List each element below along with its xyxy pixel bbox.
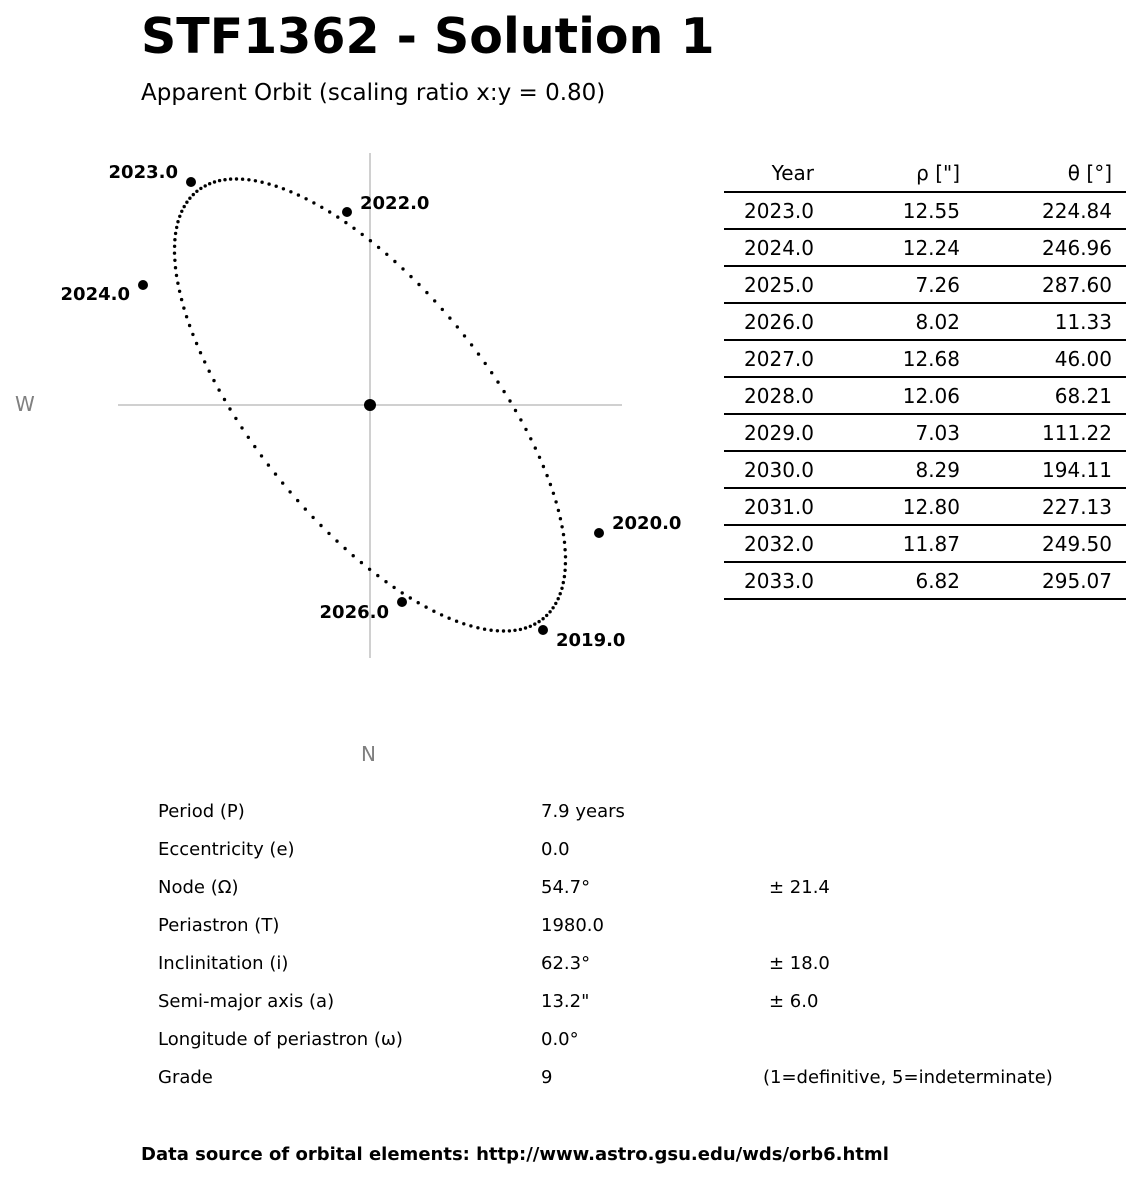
orbit-dot	[551, 606, 554, 609]
orbit-dot	[223, 178, 226, 181]
epoch-label: 2023.0	[108, 162, 178, 183]
orbit-dot	[175, 226, 178, 229]
orbit-dot	[545, 474, 548, 477]
orbit-dot	[368, 568, 371, 571]
orbit-dot	[218, 179, 221, 182]
orbit-dot	[247, 436, 250, 439]
orbit-dot	[188, 324, 191, 327]
orbit-dot	[549, 483, 552, 486]
orbit-dot	[235, 177, 238, 180]
orbit-dot	[274, 472, 277, 475]
orbit-dot	[455, 620, 458, 623]
orbit-dot	[180, 210, 183, 213]
primary-star	[364, 399, 376, 411]
epoch-label: 2022.0	[360, 193, 430, 214]
orbit-dot	[185, 315, 188, 318]
orbit-dot	[502, 390, 505, 393]
orbit-dot	[275, 185, 278, 188]
element-label: Semi-major axis (a)	[158, 991, 335, 1012]
orbit-dot	[562, 581, 565, 584]
cell-year: 2026.0	[724, 303, 828, 340]
table-row	[724, 488, 1126, 525]
cell-year: 2029.0	[724, 414, 828, 451]
element-label: Inclinitation (i)	[158, 953, 289, 974]
epoch-label: 2026.0	[319, 602, 389, 623]
epoch-point	[594, 528, 604, 538]
cell-year: 2023.0	[724, 192, 828, 229]
orbit-dot	[548, 610, 551, 613]
cell-rho: 12.06	[828, 377, 974, 414]
west-label: W	[15, 392, 35, 416]
orbit-dot	[178, 290, 181, 293]
element-uncertainty: ± 6.0	[769, 991, 819, 1012]
cell-year: 2030.0	[724, 451, 828, 488]
orbit-dot	[361, 233, 364, 236]
orbit-dot	[432, 610, 435, 613]
element-value: 0.0°	[541, 1029, 579, 1050]
element-value: 9	[541, 1067, 553, 1088]
orbit-dot	[253, 445, 256, 448]
orbit-dot	[425, 291, 428, 294]
cell-year: 2025.0	[724, 266, 828, 303]
column-header-theta: θ [°]	[974, 155, 1126, 192]
orbit-dot	[213, 180, 216, 183]
cell-rho: 7.03	[828, 414, 974, 451]
orbit-dot	[545, 614, 548, 617]
orbit-dot	[483, 628, 486, 631]
orbit-dot	[519, 418, 522, 421]
orbit-dot	[188, 197, 191, 200]
orbit-dot	[203, 360, 206, 363]
orbit-dot	[240, 426, 243, 429]
orbit-dot	[424, 605, 427, 608]
cell-theta: 224.84	[974, 192, 1126, 229]
data-source-footer: Data source of orbital elements: http://www.astro.gsu.edu/wds/orb6.html	[141, 1144, 889, 1165]
orbit-dot	[254, 179, 257, 182]
element-uncertainty: (1=definitive, 5=indeterminate)	[763, 1067, 1053, 1088]
orbit-dot	[557, 597, 560, 600]
orbit-dot	[312, 201, 315, 204]
orbit-dot	[344, 221, 347, 224]
orbit-dot	[417, 283, 420, 286]
column-header-year: Year	[724, 155, 828, 192]
epoch-point	[186, 177, 196, 187]
table-row	[724, 229, 1126, 266]
epoch-label: 2024.0	[60, 284, 130, 305]
orbit-dot	[173, 245, 176, 248]
cell-year: 2027.0	[724, 340, 828, 377]
orbit-dot	[296, 499, 299, 502]
element-value: 13.2"	[541, 991, 590, 1012]
orbit-dot	[559, 517, 562, 520]
cell-rho: 6.82	[828, 562, 974, 599]
table-row	[724, 303, 1126, 340]
orbit-dot	[484, 362, 487, 365]
orbit-dot	[304, 507, 307, 510]
orbit-dot	[289, 190, 292, 193]
orbit-dot	[537, 620, 540, 623]
north-label: N	[361, 742, 376, 766]
orbit-dot	[352, 227, 355, 230]
element-uncertainty: ± 18.0	[769, 953, 830, 974]
orbit-dot	[204, 184, 207, 187]
orbit-dot	[470, 343, 473, 346]
element-value: 7.9 years	[541, 801, 625, 822]
table-row	[724, 340, 1126, 377]
orbit-dot	[541, 617, 544, 620]
orbit-dot	[241, 178, 244, 181]
cell-theta: 194.11	[974, 451, 1126, 488]
orbit-dot	[563, 548, 566, 551]
orbit-dot	[409, 275, 412, 278]
cell-year: 2031.0	[724, 488, 828, 525]
orbit-dot	[335, 539, 338, 542]
orbit-dot	[519, 628, 522, 631]
element-label: Periastron (T)	[158, 915, 280, 936]
orbit-dot	[564, 562, 567, 565]
orbit-dot	[267, 182, 270, 185]
orbit-dot	[191, 333, 194, 336]
cell-rho: 7.26	[828, 266, 974, 303]
orbit-dot	[360, 561, 363, 564]
element-value: 54.7°	[541, 877, 591, 898]
orbit-dot	[554, 602, 557, 605]
cell-theta: 295.07	[974, 562, 1126, 599]
orbit-dot	[174, 232, 177, 235]
orbit-dot	[176, 220, 179, 223]
orbit-dot	[508, 399, 511, 402]
table-row	[724, 266, 1126, 303]
orbit-dot	[496, 380, 499, 383]
orbit-dot	[267, 463, 270, 466]
orbit-dot	[562, 533, 565, 536]
element-label: Period (P)	[158, 801, 245, 822]
epoch-point	[538, 625, 548, 635]
cell-rho: 12.68	[828, 340, 974, 377]
cell-theta: 11.33	[974, 303, 1126, 340]
orbit-dot	[448, 316, 451, 319]
table-header-row	[724, 155, 1126, 192]
element-label: Eccentricity (e)	[158, 839, 295, 860]
cell-rho: 12.80	[828, 488, 974, 525]
element-value: 0.0	[541, 839, 570, 860]
element-label: Node (Ω)	[158, 877, 239, 898]
orbit-dot	[182, 306, 185, 309]
orbit-dot	[369, 239, 372, 242]
orbit-dot	[282, 187, 285, 190]
orbit-plot	[0, 0, 700, 730]
orbit-dot	[542, 465, 545, 468]
cell-year: 2033.0	[724, 562, 828, 599]
orbit-dot	[456, 325, 459, 328]
orbit-dot	[180, 298, 183, 301]
orbit-dot	[533, 622, 536, 625]
orbit-dot	[409, 596, 412, 599]
element-value: 1980.0	[541, 915, 604, 936]
epoch-point	[397, 597, 407, 607]
page-title: STF1362 - Solution 1	[141, 8, 715, 65]
orbit-dot	[552, 492, 555, 495]
orbit-dot	[173, 238, 176, 241]
cell-rho: 8.29	[828, 451, 974, 488]
cell-theta: 227.13	[974, 488, 1126, 525]
orbit-dot	[401, 267, 404, 270]
orbit-dot	[401, 591, 404, 594]
cell-theta: 287.60	[974, 266, 1126, 303]
element-label: Longitude of periastron (ω)	[158, 1029, 403, 1050]
orbit-dot	[563, 575, 566, 578]
orbit-dot	[469, 624, 472, 627]
orbit-dot	[328, 210, 331, 213]
orbit-dot	[352, 554, 355, 557]
orbit-dot	[208, 370, 211, 373]
orbit-dot	[563, 541, 566, 544]
orbit-dot	[288, 490, 291, 493]
orbit-dot	[377, 246, 380, 249]
cell-year: 2032.0	[724, 525, 828, 562]
table-row	[724, 562, 1126, 599]
orbit-dot	[320, 206, 323, 209]
cell-theta: 46.00	[974, 340, 1126, 377]
epoch-label: 2019.0	[556, 630, 626, 651]
element-label: Grade	[158, 1067, 213, 1088]
orbit-dot	[529, 625, 532, 628]
epoch-point	[138, 280, 148, 290]
orbit-dot	[462, 622, 465, 625]
orbit-dot	[175, 274, 178, 277]
orbit-dot	[199, 351, 202, 354]
table-row	[724, 377, 1126, 414]
orbit-dot	[477, 352, 480, 355]
orbit-dot	[176, 282, 179, 285]
orbit-dot	[281, 481, 284, 484]
orbit-dot	[563, 569, 566, 572]
cell-theta: 246.96	[974, 229, 1126, 266]
orbit-dot	[560, 587, 563, 590]
cell-theta: 68.21	[974, 377, 1126, 414]
orbit-dot	[463, 334, 466, 337]
ephemeris-table	[724, 155, 1126, 600]
orbit-dot	[173, 259, 176, 262]
orbit-dot	[392, 586, 395, 589]
cell-year: 2028.0	[724, 377, 828, 414]
cell-rho: 12.55	[828, 192, 974, 229]
column-header-rho: ρ ["]	[828, 155, 974, 192]
orbit-dot	[212, 379, 215, 382]
cell-year: 2024.0	[724, 229, 828, 266]
orbit-dot	[514, 409, 517, 412]
cell-theta: 249.50	[974, 525, 1126, 562]
table-row	[724, 192, 1126, 229]
orbit-dot	[559, 592, 562, 595]
orbit-dot	[336, 215, 339, 218]
orbit-dot	[384, 580, 387, 583]
orbit-dot	[564, 555, 567, 558]
orbit-dot	[260, 454, 263, 457]
orbit-dot	[234, 417, 237, 420]
orbit-dot	[185, 201, 188, 204]
cell-rho: 11.87	[828, 525, 974, 562]
orbit-dot	[195, 190, 198, 193]
orbit-dot	[496, 629, 499, 632]
orbit-dot	[199, 187, 202, 190]
orbit-dot	[529, 437, 532, 440]
chart-subtitle: Apparent Orbit (scaling ratio x:y = 0.80)	[141, 80, 606, 106]
orbit-dot	[441, 308, 444, 311]
cell-rho: 12.24	[828, 229, 974, 266]
orbit-dot	[538, 456, 541, 459]
orbit-dot	[433, 299, 436, 302]
orbit-dot	[178, 215, 181, 218]
orbit-dot	[173, 252, 176, 255]
orbit-dot	[447, 617, 450, 620]
orbit-dot	[297, 193, 300, 196]
orbit-dot	[560, 525, 563, 528]
cell-theta: 111.22	[974, 414, 1126, 451]
orbit-dot	[513, 629, 516, 632]
orbit-dot	[228, 407, 231, 410]
orbit-dot	[476, 626, 479, 629]
cell-rho: 8.02	[828, 303, 974, 340]
orbit-dot	[524, 626, 527, 629]
orbit-dot	[304, 197, 307, 200]
orbit-dot	[192, 193, 195, 196]
orbit-dot	[327, 532, 330, 535]
orbit-dot	[490, 371, 493, 374]
orbit-dot	[343, 547, 346, 550]
epoch-label: 2020.0	[612, 513, 682, 534]
orbit-dot	[385, 253, 388, 256]
element-value: 62.3°	[541, 953, 591, 974]
orbit-dot	[393, 260, 396, 263]
orbit-dot	[557, 509, 560, 512]
orbit-dot	[311, 516, 314, 519]
orbit-dot	[208, 182, 211, 185]
orbit-dot	[223, 398, 226, 401]
orbit-dot	[174, 266, 177, 269]
orbit-dot	[489, 629, 492, 632]
element-uncertainty: ± 21.4	[769, 877, 830, 898]
table-row	[724, 525, 1126, 562]
orbit-dot	[195, 342, 198, 345]
table-row	[724, 414, 1126, 451]
orbit-dot	[260, 181, 263, 184]
orbit-dot	[508, 629, 511, 632]
table-row	[724, 451, 1126, 488]
orbit-dot	[229, 177, 232, 180]
orbit-dot	[417, 601, 420, 604]
orbit-dot	[247, 178, 250, 181]
orbit-dot	[183, 205, 186, 208]
orbit-dot	[440, 613, 443, 616]
orbit-dot	[319, 524, 322, 527]
orbit-dot	[502, 629, 505, 632]
orbit-dot	[217, 388, 220, 391]
epoch-point	[342, 207, 352, 217]
orbit-dot	[534, 446, 537, 449]
orbit-dot	[554, 500, 557, 503]
orbit-dot	[524, 428, 527, 431]
orbit-dot	[376, 574, 379, 577]
